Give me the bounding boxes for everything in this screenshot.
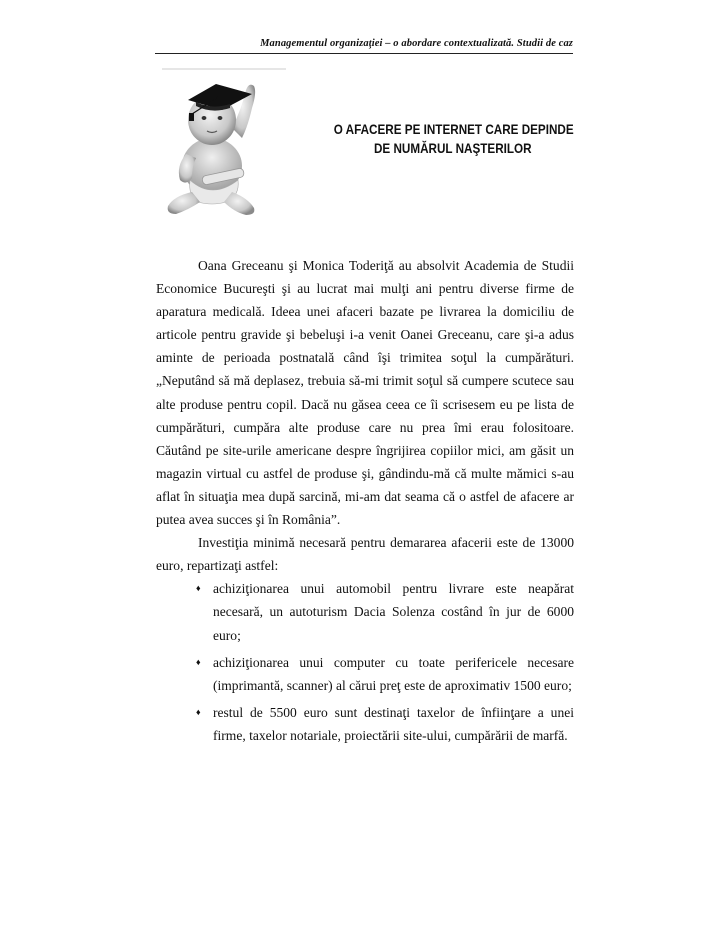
investment-list (156, 577, 574, 747)
article-title (320, 120, 574, 158)
list-item-text: achiziţionarea unui automobil pentru livrare este neapărat necesară, un autoturism Dacia Solenza costând în jur de 6000 euro; (213, 581, 574, 643)
body-paragraph-1: Oana Greceanu şi Monica Toderiţă au absolvit Academia de Studii Economice Bucureşti şi au lucrat mai mulţi ani pentru diverse firme de aparatura medicală. Ideea unei afaceri bazate pe livrarea la domiciliu de articole pentru gravide şi bebeluşi i-a venit Oanei Greceanu, care şi-a adus aminte de perioada postnatală când îşi trimitea soţul la cumpărături. „Neputând să mă deplasez, trebuia să-mi trimit soţul să cumpere scutece sau alte produse pentru copil. Dacă nu găsea ceea ce îi scrisesem eu pe lista de cumpărături, cumpăra alte produse care nu prea îmi erau folositoare. Căutând pe site-urile americane despre îngrijirea copiilor mici, am găsit un magazin virtual cu astfel de produse şi, gândindu-mă că multe mămici s-au aflat în situaţia mea după sarcină, mi-am dat seama că o astfel de afacere ar putea avea succes şi în România”. (156, 258, 574, 528)
baby-graduation-cap-illustration (150, 68, 288, 220)
diamond-bullet-icon: ♦ (196, 583, 201, 594)
article-title-line1: O AFACERE PE INTERNET CARE DEPINDE (333, 122, 574, 137)
diamond-bullet-icon: ♦ (196, 706, 201, 717)
diamond-bullet-icon: ♦ (196, 656, 201, 667)
list-item (156, 577, 574, 646)
running-header: Managementul organizaţiei – o abordare contextualizată. Studii de caz (260, 38, 573, 49)
body-paragraph-2: Investiţia minimă necesară pentru demararea afacerii este de 13000 euro, repartizaţi astfel: (156, 535, 574, 574)
article-body (156, 254, 574, 751)
list-item (156, 651, 574, 697)
list-item-text: achiziţionarea unui computer cu toate perifericele necesare (imprimantă, scanner) al cărui preţ este de aproximativ 1500 euro; (213, 654, 574, 693)
list-item (156, 701, 574, 747)
list-item-text: restul de 5500 euro sunt destinaţi taxelor de înfiinţare a unei firme, taxelor notariale, proiectării site-ului, cumpărării de marfă. (213, 704, 574, 743)
header-rule (155, 53, 573, 54)
article-title-line2: DE NUMĂRUL NAŞTERILOR (373, 141, 532, 156)
